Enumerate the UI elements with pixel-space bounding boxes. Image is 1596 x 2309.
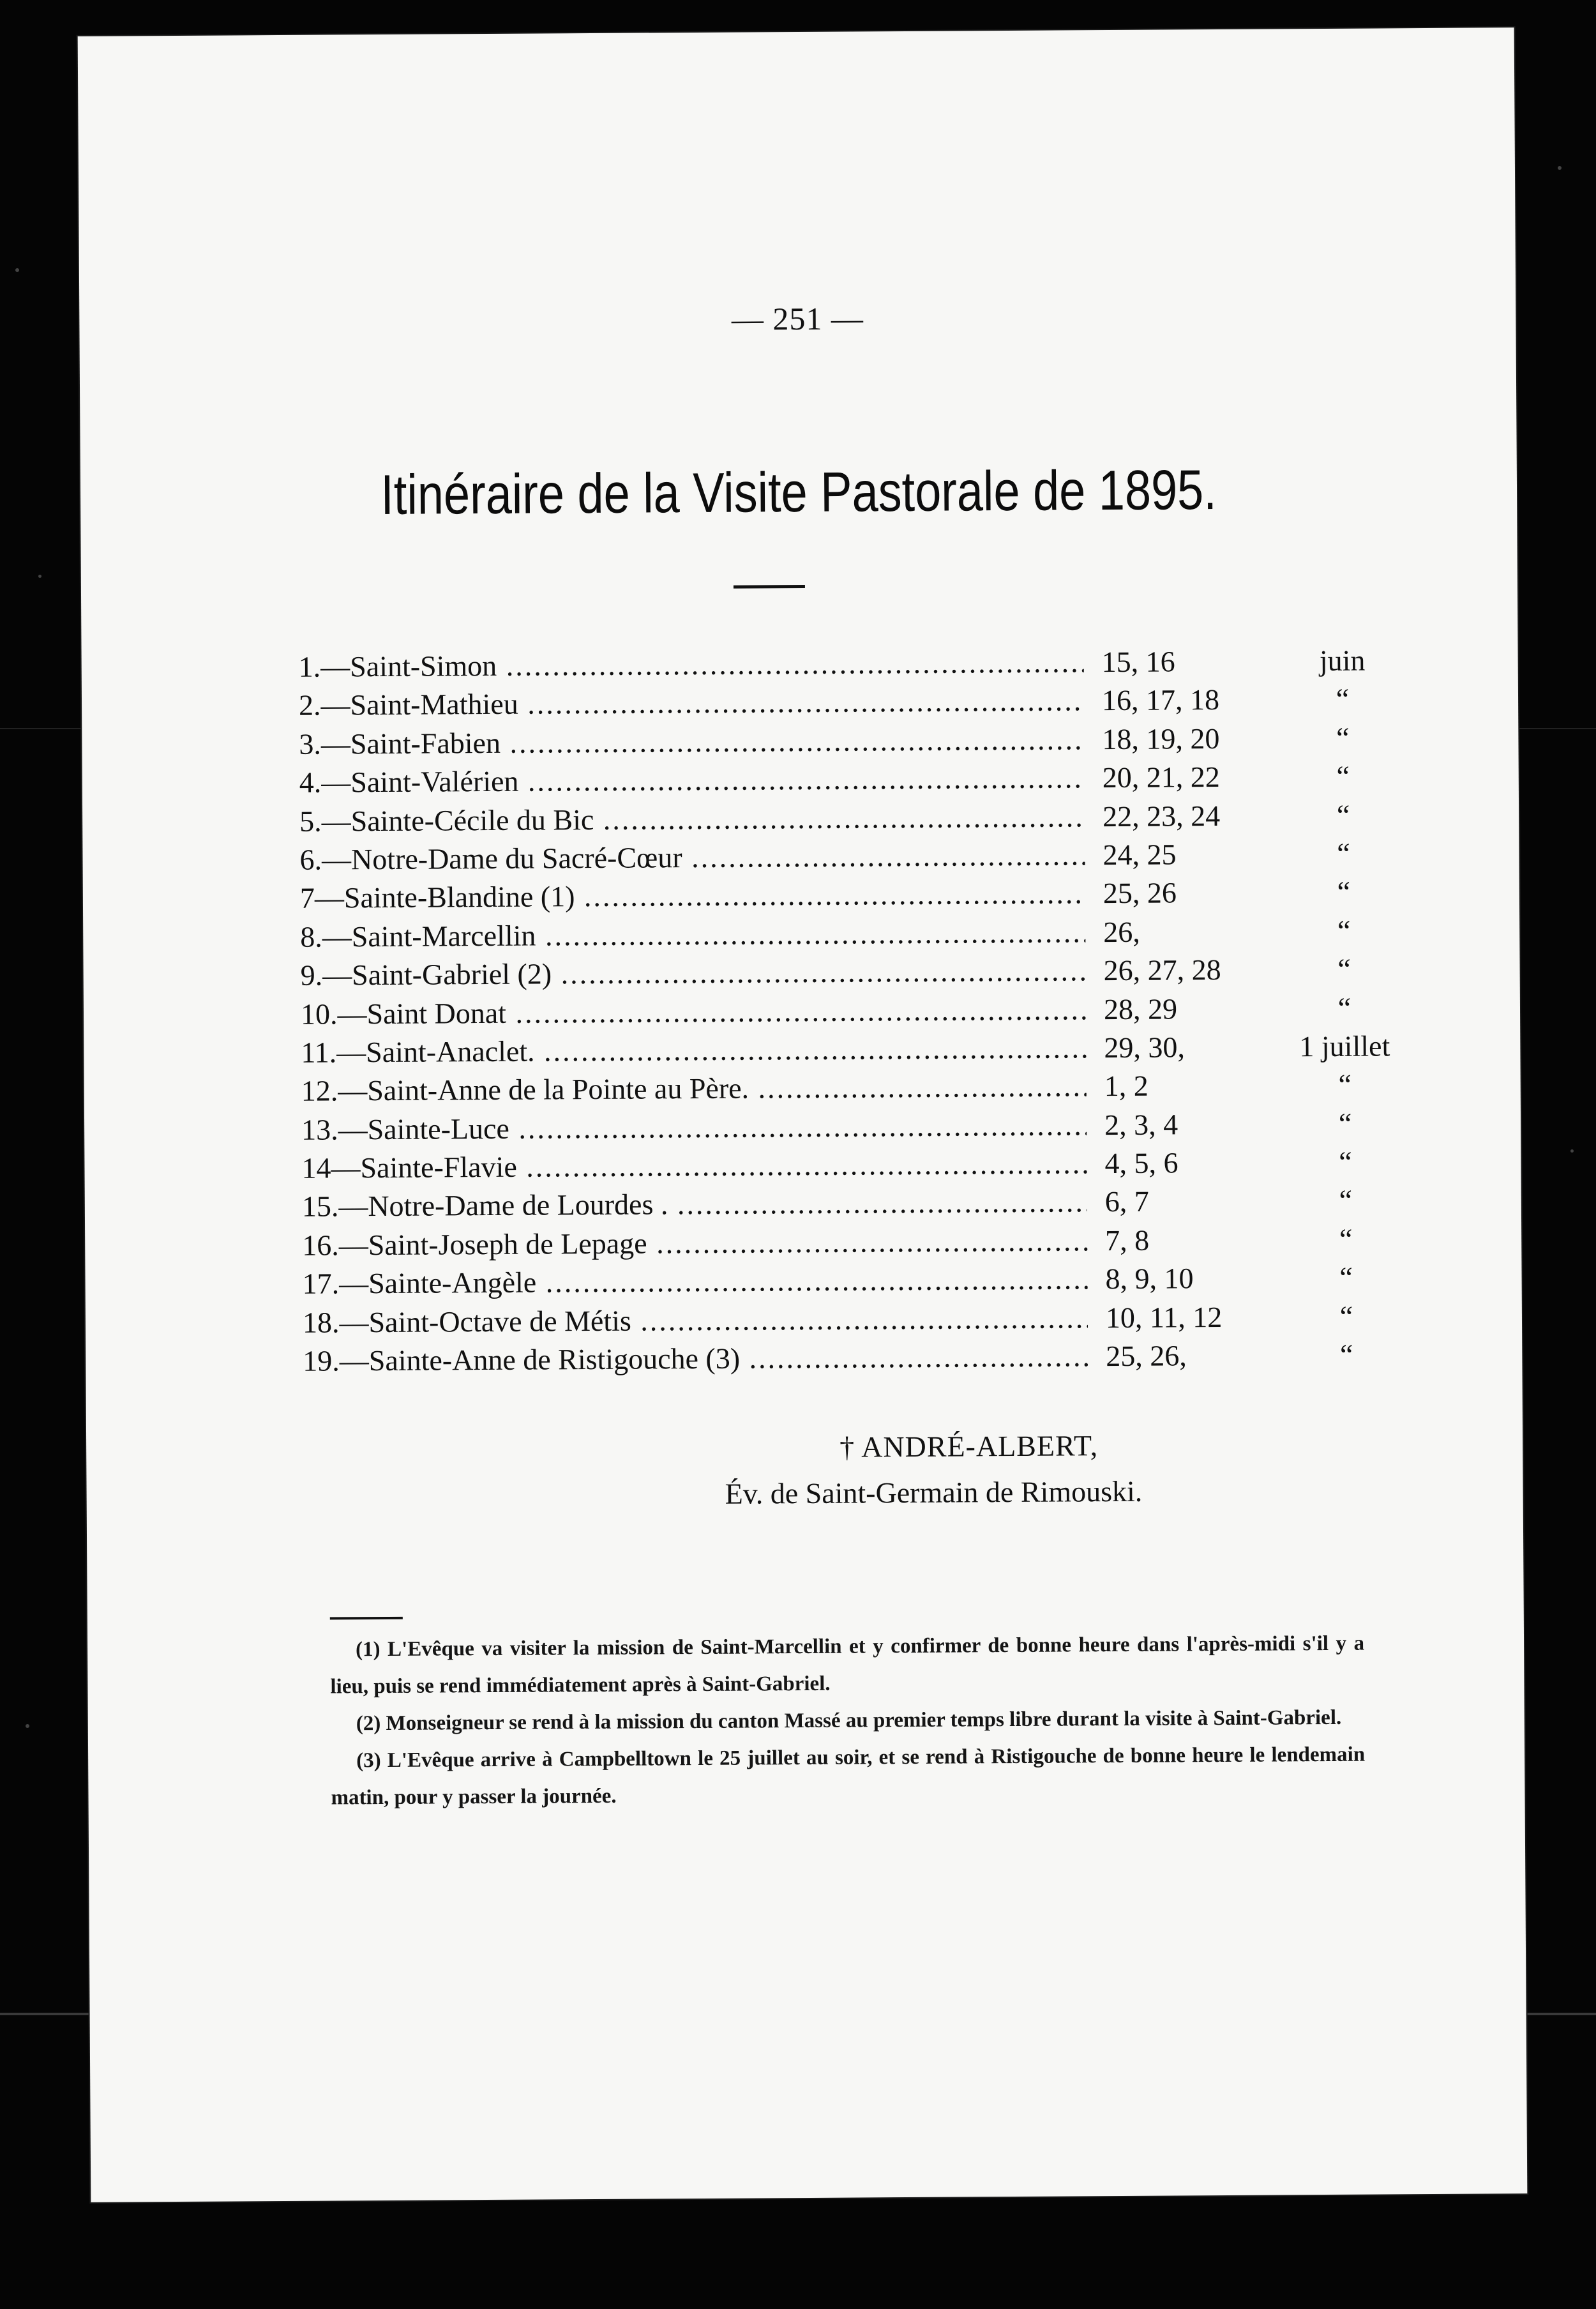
visit-month: “ [1338, 1068, 1352, 1102]
visit-dates: 8, 9, 10 [1100, 1259, 1277, 1299]
visit-month: “ [1336, 759, 1350, 793]
parish-name: 18.—Saint-Octave de Métis ..... [303, 1299, 1088, 1342]
visit-dates: 28, 29 [1099, 989, 1276, 1029]
visit-dates: 15, 16 [1096, 642, 1274, 681]
visit-dates: 20, 21, 22 [1097, 758, 1275, 798]
itinerary-row [299, 718, 1359, 764]
visit-dates: 4, 5, 6 [1099, 1144, 1277, 1183]
visit-dates: 18, 19, 20 [1097, 719, 1274, 759]
itinerary-row [302, 1259, 1362, 1304]
itinerary-row [300, 911, 1360, 957]
parish-name: 11.—Saint-Anaclet. ..... [301, 1029, 1086, 1072]
footnote-3: (3) L'Evêque arrive à Campbelltown le 25 juillet au soir, et se rend à Ristigouche de bonne heure le lendemain matin, pour y passer la journée. [331, 1743, 1366, 1810]
itinerary-list [298, 642, 1390, 1381]
visit-dates: 10, 11, 12 [1101, 1298, 1278, 1337]
footnotes [330, 1625, 1366, 1817]
itinerary-row [302, 1220, 1362, 1266]
parish-name: 5.—Sainte-Cécile du Bic ..... [299, 798, 1085, 841]
visit-month: “ [1339, 1338, 1353, 1371]
scan-speck [1558, 166, 1562, 170]
visit-dates: 24, 25 [1097, 835, 1275, 874]
parish-name: 1.—Saint-Simon ..... [299, 643, 1084, 686]
itinerary-row [299, 835, 1359, 880]
parish-name: 15.—Notre-Dame de Lourdes . ..... [302, 1183, 1087, 1227]
footnote-divider [330, 1617, 403, 1620]
visit-dates: 26, [1098, 912, 1276, 951]
parish-name: 4.—Saint-Valérien ..... [299, 759, 1085, 802]
parish-name: 7—Sainte-Blandine (1) ..... [300, 875, 1085, 918]
visit-dates: 16, 17, 18 [1097, 681, 1274, 720]
itinerary-row [301, 1066, 1361, 1111]
visit-month: “ [1337, 991, 1351, 1024]
itinerary-row [299, 796, 1359, 841]
itinerary-row [301, 1104, 1361, 1149]
itinerary-row [301, 1143, 1361, 1188]
visit-dates: 29, 30, [1099, 1027, 1276, 1067]
scan-speck [38, 575, 41, 578]
itinerary-row [299, 757, 1359, 803]
scan-speck [26, 1724, 29, 1728]
parish-name: 9.—Saint-Gabriel (2) ..... [300, 951, 1085, 995]
visit-dates: 26, 27, 28 [1098, 951, 1276, 990]
itinerary-row [301, 1027, 1390, 1073]
visit-month: “ [1339, 1260, 1353, 1294]
itinerary-row [300, 950, 1360, 996]
visit-month: 1 juillet [1299, 1029, 1390, 1063]
visit-month: “ [1337, 837, 1350, 870]
visit-dates: 2, 3, 4 [1099, 1105, 1277, 1144]
scan-speck [15, 268, 19, 272]
visit-month: “ [1339, 1184, 1353, 1217]
visit-dates: 22, 23, 24 [1097, 796, 1275, 836]
visit-month: “ [1336, 721, 1350, 754]
parish-name: 12.—Saint-Anne de la Pointe au Père. ..... [301, 1068, 1087, 1111]
parish-name: 14—Sainte-Flavie ..... [301, 1144, 1087, 1188]
visit-month: “ [1336, 798, 1350, 831]
scan-speck [1570, 1149, 1574, 1153]
parish-name: 10.—Saint Donat ..... [301, 990, 1086, 1034]
page-number: — 251 — [731, 300, 864, 337]
visit-dates: 6, 7 [1100, 1182, 1277, 1222]
visit-month: “ [1339, 1145, 1352, 1178]
itinerary-row [303, 1297, 1362, 1342]
parish-name: 19.—Sainte-Anne de Ristigouche (3) ..... [303, 1337, 1088, 1381]
visit-month: “ [1339, 1222, 1353, 1255]
itinerary-row [302, 1181, 1362, 1227]
itinerary-row [298, 642, 1366, 687]
visit-dates: 1, 2 [1099, 1066, 1277, 1106]
itinerary-row [303, 1336, 1362, 1381]
visit-dates: 25, 26 [1098, 874, 1276, 913]
parish-name: 6.—Notre-Dame du Sacré-Cœur ..... [299, 836, 1085, 879]
parish-name: 3.—Saint-Fabien ..... [299, 720, 1084, 764]
visit-month: “ [1337, 952, 1351, 985]
visit-month: “ [1337, 875, 1351, 909]
visit-month: “ [1338, 1107, 1352, 1140]
footnote-2: (2) Monseigneur se rend à la mission du canton Massé au premier temps libre durant la visite à Saint-Gabriel. [356, 1706, 1342, 1736]
parish-name: 8.—Saint-Marcellin ..... [300, 913, 1085, 957]
itinerary-row [301, 988, 1360, 1034]
visit-month: “ [1337, 914, 1351, 947]
title-divider [734, 585, 805, 589]
footnote-1: (1) L'Evêque va visiter la mission de Saint-Marcellin et y confirmer de bonne heure dans l'après-midi s'il y a lieu, puis se rend immédiatement après à Saint-Gabriel. [330, 1631, 1365, 1699]
bishop-title: Év. de Saint-Germain de Rimouski. [725, 1474, 1143, 1510]
visit-month: “ [1336, 683, 1350, 716]
parish-name: 13.—Sainte-Luce ..... [301, 1106, 1087, 1149]
visit-dates: 25, 26, [1101, 1336, 1278, 1375]
visit-dates: 7, 8 [1100, 1220, 1277, 1260]
parish-name: 17.—Sainte-Angèle ..... [302, 1260, 1087, 1304]
page-title: Itinéraire de la Visite Pastorale de 1895. [380, 458, 1217, 527]
itinerary-row [300, 873, 1360, 918]
document-page [78, 27, 1528, 2202]
bishop-signature: † ANDRÉ-ALBERT, [839, 1429, 1099, 1464]
parish-name: 16.—Saint-Joseph de Lepage ..... [302, 1222, 1087, 1265]
parish-name: 2.—Saint-Mathieu ..... [299, 682, 1084, 725]
visit-month: “ [1339, 1299, 1353, 1333]
visit-month: juin [1319, 644, 1366, 678]
itinerary-row [299, 680, 1359, 725]
